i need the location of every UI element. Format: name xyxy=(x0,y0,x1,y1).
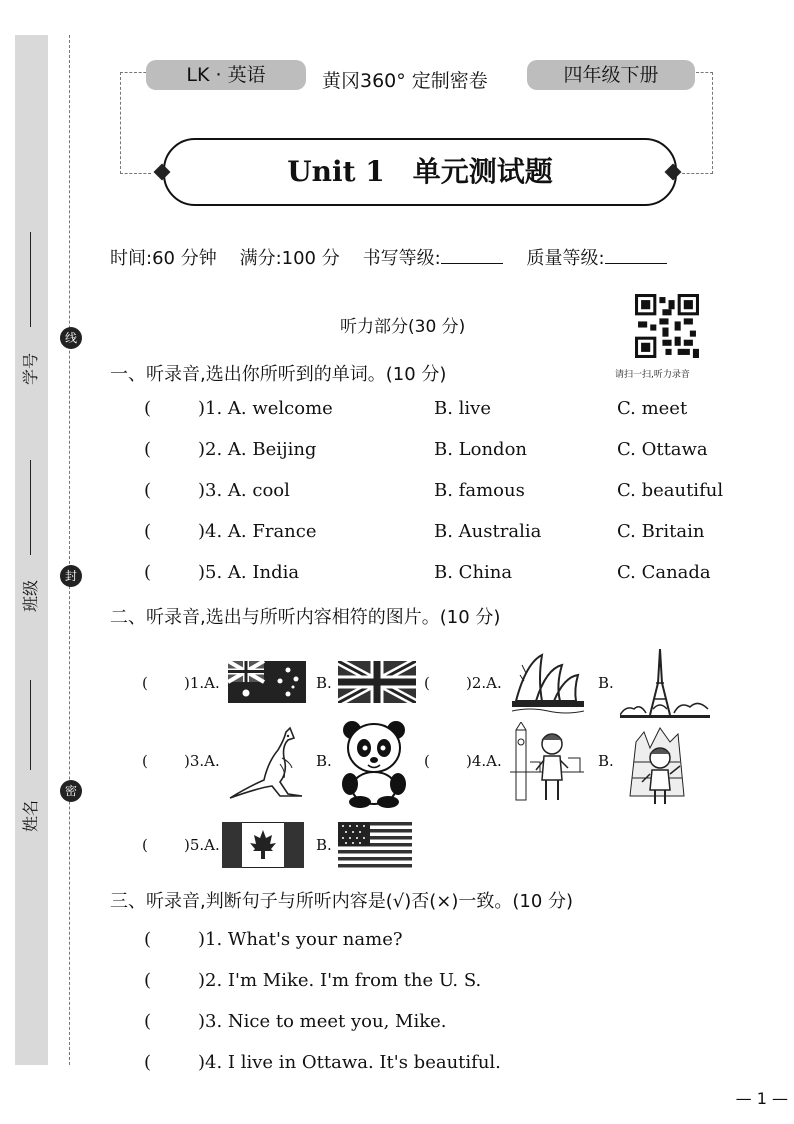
usa-flag-icon[interactable] xyxy=(338,822,412,868)
australia-flag-icon[interactable] xyxy=(228,661,306,703)
option-c: C. meet xyxy=(617,398,688,419)
panda-icon[interactable] xyxy=(340,718,408,808)
girl-big-ben-icon[interactable] xyxy=(510,722,584,804)
kangaroo-icon[interactable] xyxy=(228,724,310,802)
canada-flag-icon[interactable] xyxy=(222,822,304,868)
answer-paren[interactable]: ( xyxy=(142,752,148,770)
subject-pill: LK · 英语 xyxy=(146,60,306,90)
q3-option-b-label: B. xyxy=(316,752,332,770)
option-b: B. famous xyxy=(434,480,525,501)
section1-heading: 一、听录音,选出你所听到的单词。(10 分) xyxy=(110,364,447,385)
answer-paren[interactable]: ( xyxy=(144,1052,152,1073)
section3-heading: 三、听录音,判断句子与所听内容是(√)否(×)一致。(10 分) xyxy=(110,891,574,912)
series-title: 黄冈360° 定制密卷 xyxy=(322,70,488,92)
score-info: 满分:100 分 xyxy=(239,248,340,269)
q1-option-a-label: )1.A. xyxy=(184,674,220,692)
writing-grade-blank[interactable] xyxy=(441,263,503,264)
option-c: C. Britain xyxy=(617,521,705,542)
q2-option-b-label: B. xyxy=(598,674,614,692)
option-a: )5. A. India xyxy=(198,562,300,583)
page-title: Unit 1 单元测试题 xyxy=(287,155,553,188)
class-blank xyxy=(30,460,31,555)
q4-option-a-label: )4.A. xyxy=(466,752,502,770)
sydney-opera-house-icon[interactable] xyxy=(512,645,584,717)
option-c: C. Canada xyxy=(617,562,711,583)
option-a: )1. A. welcome xyxy=(198,398,333,419)
option-a: )3. A. cool xyxy=(198,480,290,501)
girl-landmark-icon[interactable] xyxy=(620,722,694,806)
sentence: )4. I live in Ottawa. It's beautiful. xyxy=(198,1052,501,1073)
answer-paren[interactable]: ( xyxy=(144,970,152,991)
answer-paren[interactable]: ( xyxy=(144,521,152,542)
name-blank xyxy=(30,680,31,770)
header-frame-left xyxy=(120,72,151,174)
q4-option-b-label: B. xyxy=(598,752,614,770)
sentence: )1. What's your name? xyxy=(198,929,403,950)
option-a: )4. A. France xyxy=(198,521,317,542)
answer-paren[interactable]: ( xyxy=(144,1011,152,1032)
exam-info xyxy=(110,244,685,270)
answer-paren[interactable]: ( xyxy=(142,674,148,692)
seal-seal-mark: 封 xyxy=(60,565,82,587)
q1-option-b-label: B. xyxy=(316,674,332,692)
q5-option-a-label: )5.A. xyxy=(184,836,220,854)
sentence: )2. I'm Mike. I'm from the U. S. xyxy=(198,970,482,991)
listening-part-heading: 听力部分(30 分) xyxy=(340,317,466,337)
answer-paren[interactable]: ( xyxy=(144,562,152,583)
answer-paren[interactable]: ( xyxy=(144,439,152,460)
qr-caption: 请扫一扫,听力录音 xyxy=(615,370,690,380)
class-label: 班级 xyxy=(21,579,40,612)
seal-line-mark: 线 xyxy=(60,327,82,349)
writing-grade-label: 书写等级: xyxy=(362,248,441,269)
student-no-blank xyxy=(30,232,31,327)
q5-option-b-label: B. xyxy=(316,836,332,854)
answer-paren[interactable]: ( xyxy=(424,752,430,770)
option-c: C. beautiful xyxy=(617,480,724,501)
option-b: B. London xyxy=(434,439,528,460)
grade-pill: 四年级下册 xyxy=(527,60,695,90)
answer-paren[interactable]: ( xyxy=(142,836,148,854)
student-no-label: 学号 xyxy=(21,352,40,385)
quality-grade-blank[interactable] xyxy=(605,263,667,264)
answer-paren[interactable]: ( xyxy=(144,398,152,419)
option-b: B. China xyxy=(434,562,513,583)
answer-paren[interactable]: ( xyxy=(144,480,152,501)
binding-strip xyxy=(15,35,48,1065)
quality-grade-label: 质量等级: xyxy=(526,248,605,269)
option-b: B. live xyxy=(434,398,492,419)
option-c: C. Ottawa xyxy=(617,439,708,460)
binding-dashed-line xyxy=(69,35,70,1065)
q2-option-a-label: )2.A. xyxy=(466,674,502,692)
option-b: B. Australia xyxy=(434,521,542,542)
option-a: )2. A. Beijing xyxy=(198,439,317,460)
time-info: 时间:60 分钟 xyxy=(110,248,217,269)
answer-paren[interactable]: ( xyxy=(424,674,430,692)
answer-paren[interactable]: ( xyxy=(144,929,152,950)
sentence: )3. Nice to meet you, Mike. xyxy=(198,1011,447,1032)
seal-secret-mark: 密 xyxy=(60,780,82,802)
q3-option-a-label: )3.A. xyxy=(184,752,220,770)
page-number: — 1 — xyxy=(735,1089,788,1108)
qr-code-icon[interactable] xyxy=(635,294,699,358)
section2-heading: 二、听录音,选出与所听内容相符的图片。(10 分) xyxy=(110,607,501,628)
eiffel-tower-icon[interactable] xyxy=(620,643,710,721)
uk-flag-icon[interactable] xyxy=(338,661,416,703)
name-label: 姓名 xyxy=(21,799,40,832)
